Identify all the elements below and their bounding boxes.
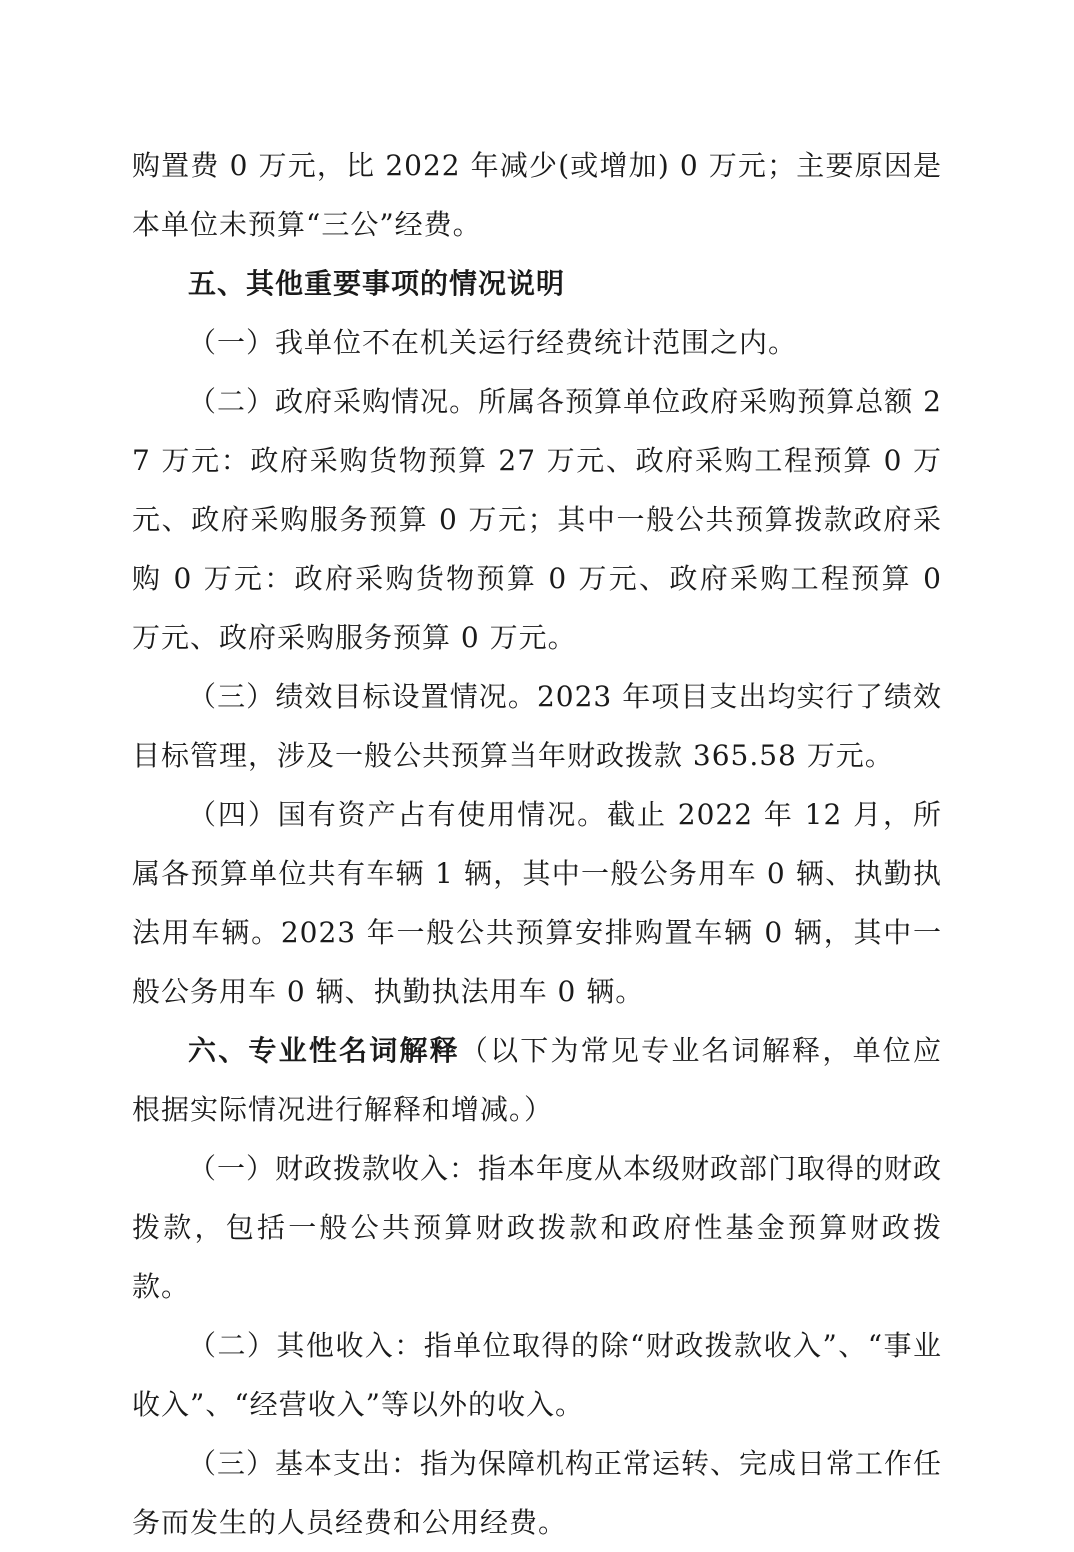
section-heading-terminology [132,1021,942,1139]
terminology-heading-title: 六、专业性名词解释 [188,1034,460,1067]
paragraph-fiscal-appropriation-income: （一）财政拨款收入：指本年度从本级财政部门取得的财政拨款，包括一般公共预算财政拨款和政府性基金预算财政拨款。 [132,1152,943,1303]
terminology-heading-note: （以下为常见专业名词解释，单位应根据实际情况进行解释和增减。） [132,1034,942,1126]
paragraph-performance-targets: （三）绩效目标设置情况。2023 年项目支出均实行了绩效目标管理，涉及一般公共预算当年财政拨款 365.58 万元。 [132,680,942,772]
section-heading-other-matters: 五、其他重要事项的情况说明 [188,267,566,300]
paragraph-state-assets: （四）国有资产占有使用情况。截止 2022 年 12 月，所属各预算单位共有车辆 1 辆，其中一般公务用车 0 辆、执勤执法用车辆。2023 年一般公共预算安排购置车辆 0 辆，其中一般公务用车 0 辆、执勤执法用车 0 辆。 [132,798,942,1008]
document-body [132,136,942,1552]
paragraph-basic-expenditure: （三）基本支出：指为保障机构正常运转、完成日常工作任务而发生的人员经费和公用经费。 [132,1447,943,1539]
paragraph-operating-funds: （一）我单位不在机关运行经费统计范围之内。 [188,326,798,359]
paragraph-sangong-continued: 购置费 0 万元，比 2022 年减少(或增加) 0 万元；主要原因是本单位未预算“三公”经费。 [132,149,942,241]
paragraph-other-income: （二）其他收入：指单位取得的除“财政拨款收入”、“事业收入”、“经营收入”等以外的收入。 [132,1329,942,1421]
paragraph-government-procurement: （二）政府采购情况。所属各预算单位政府采购预算总额 27 万元：政府采购货物预算 27 万元、政府采购工程预算 0 万元、政府采购服务预算 0 万元；其中一般公共预算拨款政府采购 0 万元：政府采购货物预算 0 万元、政府采购工程预算 0 万元、政府采购服务预算 0 万元。 [132,385,942,654]
